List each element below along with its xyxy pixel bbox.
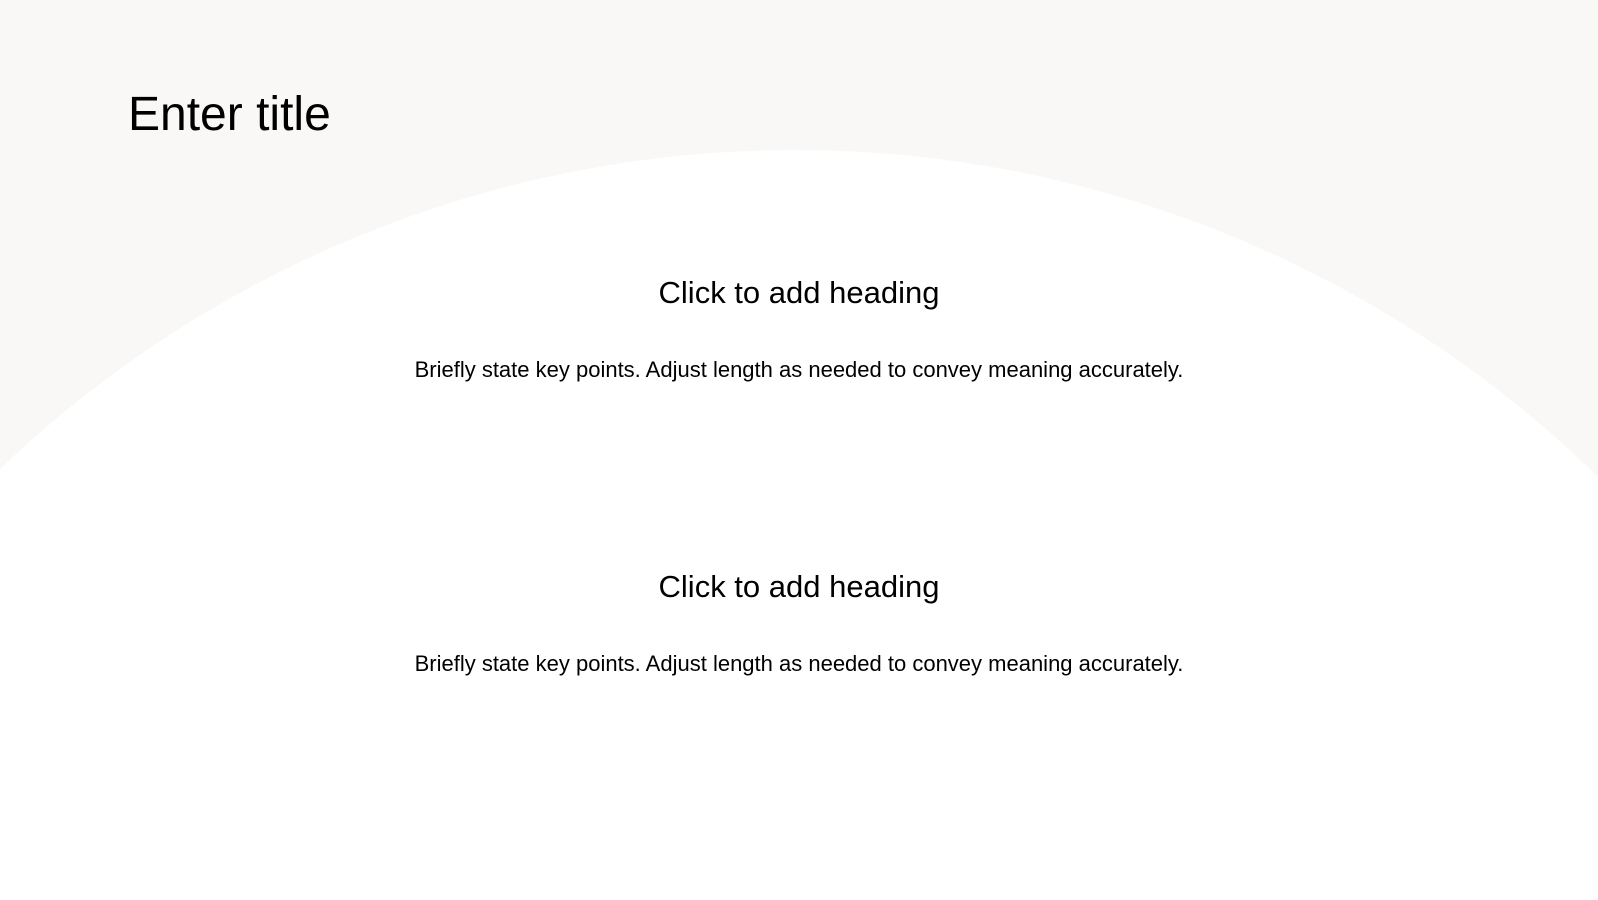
content-block-2: [400, 568, 1198, 678]
body-placeholder-2[interactable]: Briefly state key points. Adjust length as needed to convey meaning accurately.: [414, 651, 1184, 676]
title-placeholder[interactable]: Enter title: [128, 88, 331, 141]
content-block-1: [400, 274, 1198, 384]
heading-placeholder-2[interactable]: Click to add heading: [658, 569, 940, 604]
background-arc: [0, 150, 1598, 900]
heading-placeholder-1[interactable]: Click to add heading: [658, 275, 940, 310]
body-placeholder-1[interactable]: Briefly state key points. Adjust length as needed to convey meaning accurately.: [414, 357, 1184, 382]
